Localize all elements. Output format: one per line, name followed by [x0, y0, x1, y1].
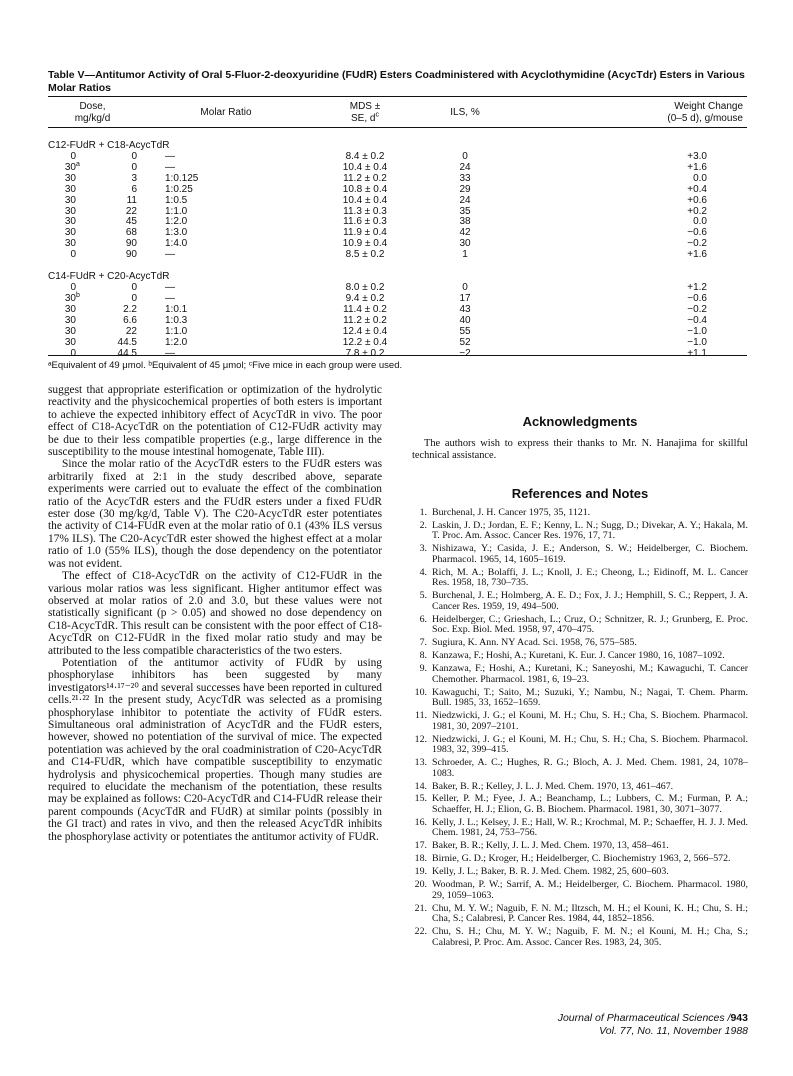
weight-change-cell: +1.2: [687, 282, 707, 294]
table-row: [48, 217, 747, 228]
journal-volume: Vol. 77, No. 11, November 1988: [599, 1024, 748, 1037]
acknowledgments-text: The authors wish to express their thanks to Mr. N. Hanajima for skillful technical assistance.: [412, 438, 748, 461]
table-header-row: [48, 101, 747, 134]
reference-text: Chu, M. Y. W.; Naguib, F. N. M.; Iltzsch, M. H.; el Kouni, K. H.; Chu, S. H.; Cha, S.; Calabresi, P. Cancer Res. 1984, 44, 1852–1856.: [432, 902, 748, 925]
mds-cell: 11.3 ± 0.3: [343, 205, 387, 217]
acyctdr-dose-cell: 0: [131, 151, 137, 162]
reference-text: Baker, B. R.; Kelly, J. L. J. Med. Chem. 1970, 13, 458–461.: [432, 840, 669, 852]
reference-number: 3.: [419, 543, 427, 555]
molar-ratio-cell: —: [165, 161, 175, 173]
table-row: [48, 316, 747, 327]
body-paragraph: Since the molar ratio of the AcycTdR esters to the FUdR esters was arbitrarily fixed at 2:1 in the study described above, separate experiments were carried out to evaluate the effect of the combination ratio of the AcycTdR esters and the FUdR esters under a fixed FUdR ester dose (30 mg/kg/d, Table V). The C20-AcycTdR ester potentiates the activity of C14-FUdR even at the molar ratio of 0.1 (43% ILS versus 17% ILS). The C20-AcycTdR ester showed the highest effect at a molar ratio of 1.0 (55% ILS), though the dose dependency on the potentiator was not evident.: [48, 458, 382, 570]
ils-cell: −2: [459, 347, 471, 359]
reference-item: [412, 794, 748, 815]
mds-cell: 11.4 ± 0.2: [343, 303, 387, 315]
mds-cell: 8.0 ± 0.2: [345, 282, 385, 294]
reference-item: [412, 638, 748, 649]
acyctdr-dose-cell: 90: [125, 249, 137, 261]
acyctdr-dose-cell: 44.5: [117, 347, 137, 359]
ils-cell: 33: [459, 172, 471, 184]
ils-cell: 42: [459, 227, 471, 239]
table-body: [48, 134, 747, 359]
ils-cell: 1: [462, 249, 468, 261]
fudr-dose-value: 30: [64, 183, 76, 195]
molar-ratio-cell: 1:0.125: [165, 172, 199, 184]
table-row: [48, 349, 747, 360]
reference-number: 21.: [414, 902, 427, 914]
journal-footer: [558, 1012, 748, 1037]
fudr-dose-value: 30: [64, 205, 76, 217]
table-row: [48, 174, 747, 185]
table-group-row: [48, 272, 747, 283]
table-row: [48, 250, 747, 261]
fudr-dose-value: 30: [64, 303, 76, 315]
dose-header: Dose, mg/kg/d: [74, 101, 111, 124]
molar-ratio-cell: —: [165, 292, 175, 304]
weight-change-cell: 0.0: [693, 172, 707, 184]
fudr-dose-value: 30: [64, 172, 76, 184]
fudr-dose-value: 30: [64, 336, 76, 348]
ils-cell: 30: [459, 238, 471, 250]
molar-ratio-cell: —: [165, 282, 175, 294]
journal-name: Journal of Pharmaceutical Sciences /: [557, 1012, 731, 1024]
mds-cell: 12.4 ± 0.4: [342, 325, 388, 337]
ils-cell: 24: [459, 161, 471, 173]
reference-number: 6.: [419, 613, 427, 625]
mds-cell: 11.2 ± 0.2: [343, 314, 387, 326]
reference-item: [412, 927, 748, 948]
weight-change-cell: 0.0: [693, 216, 707, 228]
weight-change-header: Weight Change (0–5 d), g/mouse: [667, 101, 743, 124]
acyctdr-dose-cell: 0: [131, 282, 137, 294]
reference-item: [412, 735, 748, 756]
molar-ratio-cell: —: [165, 249, 175, 261]
acyctdr-dose-cell: 68: [125, 227, 137, 239]
fudr-dose-value: 30: [64, 314, 76, 326]
reference-item: [412, 854, 748, 865]
reference-item: [412, 782, 748, 793]
mds-cell: 12.2 ± 0.4: [342, 336, 388, 348]
reference-number: 22.: [414, 926, 427, 938]
molar-ratio-cell: 1:2.0: [165, 336, 188, 348]
reference-text: Kawaguchi, T.; Saito, M.; Suzuki, Y.; Nambu, N.; Nagai, T. Chem. Pharm. Bull. 1985, 33, 1652–1659.: [432, 686, 748, 709]
reference-number: 17.: [414, 840, 427, 852]
reference-item: [412, 591, 748, 612]
table-row: [48, 163, 747, 174]
reference-text: Kelly, J. L.; Baker, B. R. J. Med. Chem. 1982, 25, 600–603.: [432, 866, 669, 878]
fudr-dose-value: 30: [64, 216, 76, 228]
reference-text: Kanzawa, F.; Hoshi, A.; Kuretani, K. Eur. J. Cancer 1980, 16, 1087–1092.: [432, 650, 725, 662]
table-row: [48, 207, 747, 218]
molar-ratio-cell: 1:4.0: [165, 238, 188, 250]
reference-text: Woodman, P. W.; Sarrif, A. M.; Heidelberger, C. Biochem. Pharmacol. 1980, 29, 1059–1063.: [432, 879, 748, 901]
molar-ratio-cell: 1:0.25: [165, 183, 193, 195]
reference-number: 14.: [414, 780, 427, 792]
group-label: C12-FUdR + C18-AcycTdR: [48, 140, 170, 152]
molar-ratio-cell: —: [165, 151, 175, 162]
mds-cell: 11.9 ± 0.4: [343, 227, 387, 239]
fudr-dose-value: 30: [64, 161, 76, 173]
body-paragraph: The effect of C18-AcycTdR on the activity of C12-FUdR in the various molar ratios was less significant. Higher antitumor effect was observed at molar ratios of 2.0 and 3.0, but these values were not statistically significant (p > 0.05) and showed no dose dependency on C18-AcycTdR. This result can be consistent with the poor effect of C18-AcycTdR on C12-FUdR in the fixed molar ratio study and may be attributed to the less compatible characteristics of the two esters.: [48, 570, 382, 657]
reference-text: Burchenal, J. E.; Holmberg, A. E. D.; Fox, J. J.; Hemphill, S. C.; Reppert, J. A. Cancer Res. 1959, 19, 494–500.: [432, 590, 748, 612]
acyctdr-dose-cell: 11: [126, 194, 137, 206]
fudr-dose-cell: [48, 338, 82, 349]
reference-number: 10.: [414, 686, 427, 698]
weight-change-cell: −0.6: [687, 292, 707, 304]
fudr-dose-cell: 30$^a$: [64, 160, 80, 173]
weight-change-cell: +0.2: [687, 205, 707, 217]
fudr-dose-cell: [48, 349, 82, 360]
reference-item: [412, 818, 748, 839]
reference-number: 18.: [414, 853, 427, 865]
fudr-dose-value: 0: [70, 282, 76, 294]
reference-text: Nishizawa, Y.; Casida, J. E.; Anderson, S. W.; Heidelberger, C. Biochem. Pharmacol. 1965, 14, 1605–1619.: [432, 543, 748, 565]
fudr-dose-cell: [48, 250, 82, 261]
ils-cell: 52: [459, 336, 471, 348]
mds-cell: 10.4 ± 0.4: [342, 194, 388, 206]
fudr-dose-value: 30: [64, 238, 76, 250]
weight-change-cell: −1.0: [687, 336, 707, 348]
table-group-row: [48, 141, 747, 152]
table-top-rule: [48, 96, 747, 97]
reference-item: [412, 651, 748, 662]
table-row: [48, 152, 747, 163]
reference-item: [412, 615, 748, 636]
acyctdr-dose-cell: 44.5: [117, 336, 137, 348]
acknowledgments-heading: Acknowledgments: [522, 414, 638, 429]
reference-text: Burchenal, J. H. Cancer 1975, 35, 1121.: [432, 507, 591, 518]
acyctdr-dose-cell: 0: [131, 292, 137, 304]
table-row: [48, 327, 747, 338]
reference-text: Kelly, J. L.; Kelsey, J. E.; Hall, W. R.; Krochmal, M. P.; Schaeffer, H. J. J. Med. Chem. 1981, 24, 753–756.: [432, 816, 748, 839]
weight-change-cell: −0.4: [687, 314, 707, 326]
weight-change-cell: +3.0: [687, 151, 707, 162]
reference-item: [412, 904, 748, 925]
fudr-dose-cell: 30$^b$: [64, 291, 80, 304]
body-text-left-column: [48, 384, 382, 843]
reference-number: 16.: [414, 816, 427, 828]
table-row: [48, 283, 747, 294]
table-row: [48, 338, 747, 349]
reference-number: 2.: [419, 519, 427, 531]
reference-text: Kanzawa, F.; Hoshi, A.; Kuretani, K.; Saneyoshi, M.; Kawaguchi, T. Cancer Chemother. Pharmacol. 1981, 6, 19–23.: [432, 663, 748, 685]
fudr-dose-cell: [48, 239, 82, 250]
acyctdr-dose-cell: 6.6: [123, 314, 137, 326]
table-title: Table V—Antitumor Activity of Oral 5-Fluor-2-deoxyuridine (FUdR) Esters Coadministered with Acyclothymidine (AcycTdr) Esters in Various Molar Ratios: [48, 69, 745, 94]
reference-item: [412, 568, 748, 589]
reference-number: 7.: [419, 637, 427, 649]
ils-cell: 43: [459, 303, 471, 315]
table-row: [48, 305, 747, 316]
reference-number: 13.: [414, 757, 427, 769]
page-number: 943: [730, 1012, 748, 1024]
reference-text: Sugiura, K. Ann. NY Acad. Sci. 1958, 76, 575–585.: [432, 637, 637, 649]
acyctdr-dose-cell: 6: [131, 183, 137, 195]
reference-number: 15.: [414, 793, 427, 805]
reference-item: [412, 508, 748, 519]
reference-text: Niedzwicki, J. G.; el Kouni, M. H.; Chu, S. H.; Cha, S. Biochem. Pharmacol. 1983, 32, 399–415.: [432, 733, 748, 756]
weight-change-cell: +0.4: [687, 183, 707, 195]
molar-ratio-cell: 1:0.3: [165, 314, 188, 326]
acyctdr-dose-cell: 22: [125, 325, 137, 337]
reference-text: Heidelberger, C.; Grieshach, L.; Cruz, O.; Schnitzer, R. J.; Grunberg, E. Proc. Soc. Exp. Biol. Med. 1958, 97, 470–475.: [432, 613, 748, 636]
molar-ratio-cell: —: [165, 347, 175, 359]
reference-number: 9.: [419, 663, 427, 675]
ils-cell: 0: [462, 151, 468, 162]
reference-number: 4.: [419, 566, 427, 578]
references-heading: References and Notes: [511, 486, 649, 501]
reference-item: [412, 880, 748, 901]
mds-cell: 10.8 ± 0.4: [342, 183, 388, 195]
reference-text: Baker, B. R.; Kelley, J. L. J. Med. Chem. 1970, 13, 461–467.: [432, 780, 674, 792]
reference-text: Birnie, G. D.; Kroger, H.; Heidelberger, C. Biochemistry 1963, 2, 566–572.: [432, 853, 731, 865]
mds-cell: 11.2 ± 0.2: [343, 172, 387, 184]
weight-change-cell: +1.6: [687, 249, 707, 261]
ils-cell: 35: [459, 205, 471, 217]
reference-text: Laskin, J. D.; Jordan, E. F.; Kenny, L. N.; Sugg, D.; Divekar, A. Y.; Hakala, M. T. Proc. Am. Assoc. Cancer Res. 1976, 17, 71.: [432, 519, 748, 542]
mds-cell: 8.4 ± 0.2: [345, 151, 385, 162]
fudr-dose-value: 0: [70, 347, 76, 359]
fudr-dose-value: 30: [64, 194, 76, 206]
molar-ratio-cell: 1:3.0: [165, 227, 188, 239]
reference-text: Rich, M. A.; Bolaffi, J. L.; Knoll, J. E.; Cheong, L.; Eidinoff, M. L. Cancer Res. 1958, 18, 730–735.: [432, 566, 748, 589]
fudr-dose-value: 30: [64, 292, 76, 304]
acyctdr-dose-cell: 3: [131, 172, 137, 184]
table-row: [48, 239, 747, 250]
reference-number: 8.: [419, 650, 427, 662]
table-row: [48, 294, 747, 305]
acyctdr-dose-cell: 90: [125, 238, 137, 250]
acyctdr-dose-cell: 22: [125, 205, 137, 217]
mds-cell: 10.4 ± 0.4: [342, 161, 388, 173]
ils-cell: 38: [459, 216, 471, 228]
table-row: [48, 196, 747, 207]
ils-header: ILS, %: [450, 107, 480, 118]
weight-change-cell: +0.6: [687, 194, 707, 206]
reference-item: [412, 867, 748, 878]
table-row: [48, 185, 747, 196]
ils-cell: 55: [459, 325, 471, 337]
molar-ratio-cell: 1:0.1: [165, 303, 188, 315]
reference-text: Schroeder, A. C.; Hughes, R. G.; Bloch, A. J. Med. Chem. 1981, 24, 1078–1083.: [432, 757, 748, 779]
mds-cell: 7.8 ± 0.2: [345, 347, 385, 359]
weight-change-cell: +1.1: [687, 347, 707, 359]
reference-text: Chu, S. H.; Chu, M. Y. W.; Naguib, F. M. N.; el Kouni, M. H.; Cha, S.; Calabresi, P. Proc. Am. Assoc. Cancer Res. 1983, 24, 305.: [432, 926, 748, 948]
reference-number: 12.: [414, 733, 427, 745]
reference-item: [412, 544, 748, 565]
reference-item: [412, 711, 748, 732]
table-footnote: ᵃEquivalent of 49 μmol. ᵇEquivalent of 45 μmol; ᶜFive mice in each group were used.: [48, 360, 403, 371]
acyctdr-dose-cell: 0: [131, 161, 137, 173]
acyctdr-dose-cell: 45: [125, 216, 137, 228]
fudr-dose-value: 30: [64, 325, 76, 337]
ils-cell: 17: [459, 292, 471, 304]
reference-item: [412, 521, 748, 542]
fudr-dose-value: 0: [70, 151, 76, 162]
weight-change-cell: −0.2: [687, 238, 707, 250]
fudr-dose-value: 30: [64, 227, 76, 239]
weight-change-cell: +1.6: [687, 161, 707, 173]
reference-text: Keller, P. M.; Fyee, J. A.; Beanchamp, L.; Lubbers, C. M.; Furman, P. A.; Schaeffer, H. J.; Elion, G. B. Biochem. Pharmacol. 1981, 30, 3071–3077.: [432, 793, 748, 815]
reference-text: Niedzwicki, J. G.; el Kouni, M. H.; Chu, S. H.; Cha, S. Biochem. Pharmacol. 1981, 30, 2097–2101.: [432, 710, 748, 732]
group-label: C14-FUdR + C20-AcycTdR: [48, 271, 170, 283]
mds-cell: 8.5 ± 0.2: [345, 249, 385, 261]
references-list: [412, 508, 748, 951]
mds-cell: 10.9 ± 0.4: [342, 238, 388, 250]
ils-cell: 40: [459, 314, 471, 326]
data-table: [48, 101, 747, 359]
molar-ratio-cell: 1:2.0: [165, 216, 188, 228]
ils-cell: 0: [462, 282, 468, 294]
reference-item: [412, 664, 748, 685]
reference-number: 5.: [419, 590, 427, 602]
table-row: [48, 228, 747, 239]
reference-number: 19.: [414, 866, 427, 878]
reference-number: 1.: [419, 507, 427, 518]
ils-cell: 29: [459, 183, 471, 195]
molar-ratio-cell: 1:0.5: [165, 194, 188, 206]
molar-ratio-cell: 1:1.0: [165, 325, 188, 337]
reference-item: [412, 688, 748, 709]
mds-cell: 11.6 ± 0.3: [343, 216, 387, 228]
reference-number: 11.: [415, 710, 427, 722]
molar-ratio-cell: 1:1.0: [165, 205, 188, 217]
body-paragraph: suggest that appropriate esterification or optimization of the hydrolytic reactivity and the physicochemical properties of both esters is important to achieve the expected inhibitory effect of AcycTdR in vivo. The poor effect of C18-AcycTdR on the potentiation of C12-FUdR activity may be due to their less compatible properties (e.g., large difference in the susceptibility to the mouse intestinal homogenate, Table III).: [48, 384, 382, 459]
weight-change-cell: −1.0: [687, 325, 707, 337]
reference-number: 20.: [414, 879, 427, 891]
acyctdr-dose-cell: 2.2: [123, 303, 137, 315]
mds-cell: 9.4 ± 0.2: [345, 292, 385, 304]
reference-item: [412, 841, 748, 852]
reference-item: [412, 758, 748, 779]
weight-change-cell: −0.6: [687, 227, 707, 239]
fudr-dose-value: 0: [70, 249, 76, 261]
body-paragraph: Potentiation of the antitumor activity of FUdR by using phosphorylase inhibitors has been suggested by many investigators¹⁴·¹⁷⁻²⁰ and several successes have been reported in cultured cells.²¹·²² In the present study, AcycTdR was selected as a promising phosphorylase inhibitor to potentiate the activity of FUdR esters. Simultaneous oral administration of AcycTdR and the FUdR esters, however, showed no potentiation of the survival of mice. The expected potentiation was achieved by the oral coadministration of C20-AcycTdR and C14-FUdR, which have compatible susceptibility to enzymatic hydrolysis and physicochemical properties. Though many studies are required to elucidate the mechanism of the potentiation, these results may be explained as follows: C20-AcycTdR and C14-FUdR release their parent compounds (AcycTdR and FUdR) at similar points (possibly in the GI tract) and rates in vivo, and then the released AcycTdR inhibits the phosphorylase activity or potentiates the antitumor activity of FUdR.: [48, 656, 382, 843]
mds-header: MDS ± SE, $d^c$: [349, 101, 381, 124]
weight-change-cell: −0.2: [687, 303, 707, 315]
ils-cell: 24: [459, 194, 471, 206]
molar-ratio-header: Molar Ratio: [200, 107, 252, 118]
